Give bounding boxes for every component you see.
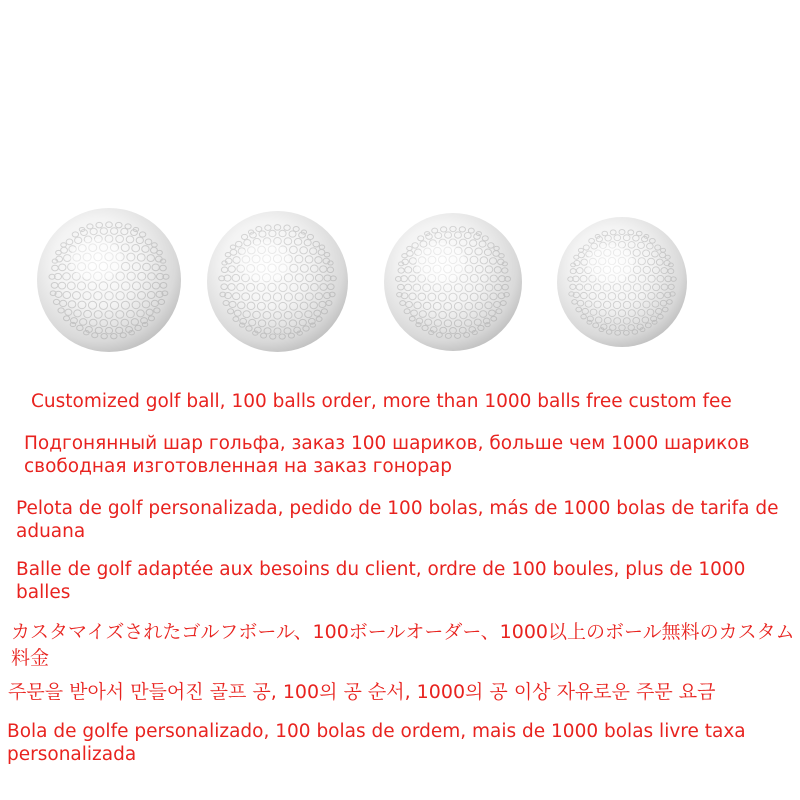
golf-ball-1 <box>36 207 182 353</box>
caption-english: Customized golf ball, 100 balls order, more than 1000 balls free custom fee <box>31 391 732 412</box>
caption-portuguese: Bola de golfe personalizado, 100 bolas de ordem, mais de 1000 bolas livre taxa personalizada <box>7 721 746 765</box>
caption-korean: 주문을 받아서 만들어진 골프 공, 100의 공 순서, 1000의 공 이상 자유로운 주문 요금 <box>8 681 716 703</box>
caption-french: Balle de golf adaptée aux besoins du client, ordre de 100 boules, plus de 1000 balles <box>16 559 746 603</box>
golf-ball-3 <box>383 212 523 352</box>
golf-ball-2 <box>206 210 349 353</box>
caption-spanish: Pelota de golf personalizada, pedido de 100 bolas, más de 1000 bolas de tarifa de aduana <box>16 498 779 542</box>
caption-russian: Подгонянный шар гольфа, заказ 100 шариков, больше чем 1000 шариков свободная изготовленная на заказ гонорар <box>24 433 750 477</box>
golf-balls-row <box>0 0 800 380</box>
golf-ball-4 <box>556 216 688 348</box>
caption-japanese: カスタマイズされたゴルフボール、100ボールオーダー、1000以上のボール無料のカスタム料金 <box>11 621 795 669</box>
